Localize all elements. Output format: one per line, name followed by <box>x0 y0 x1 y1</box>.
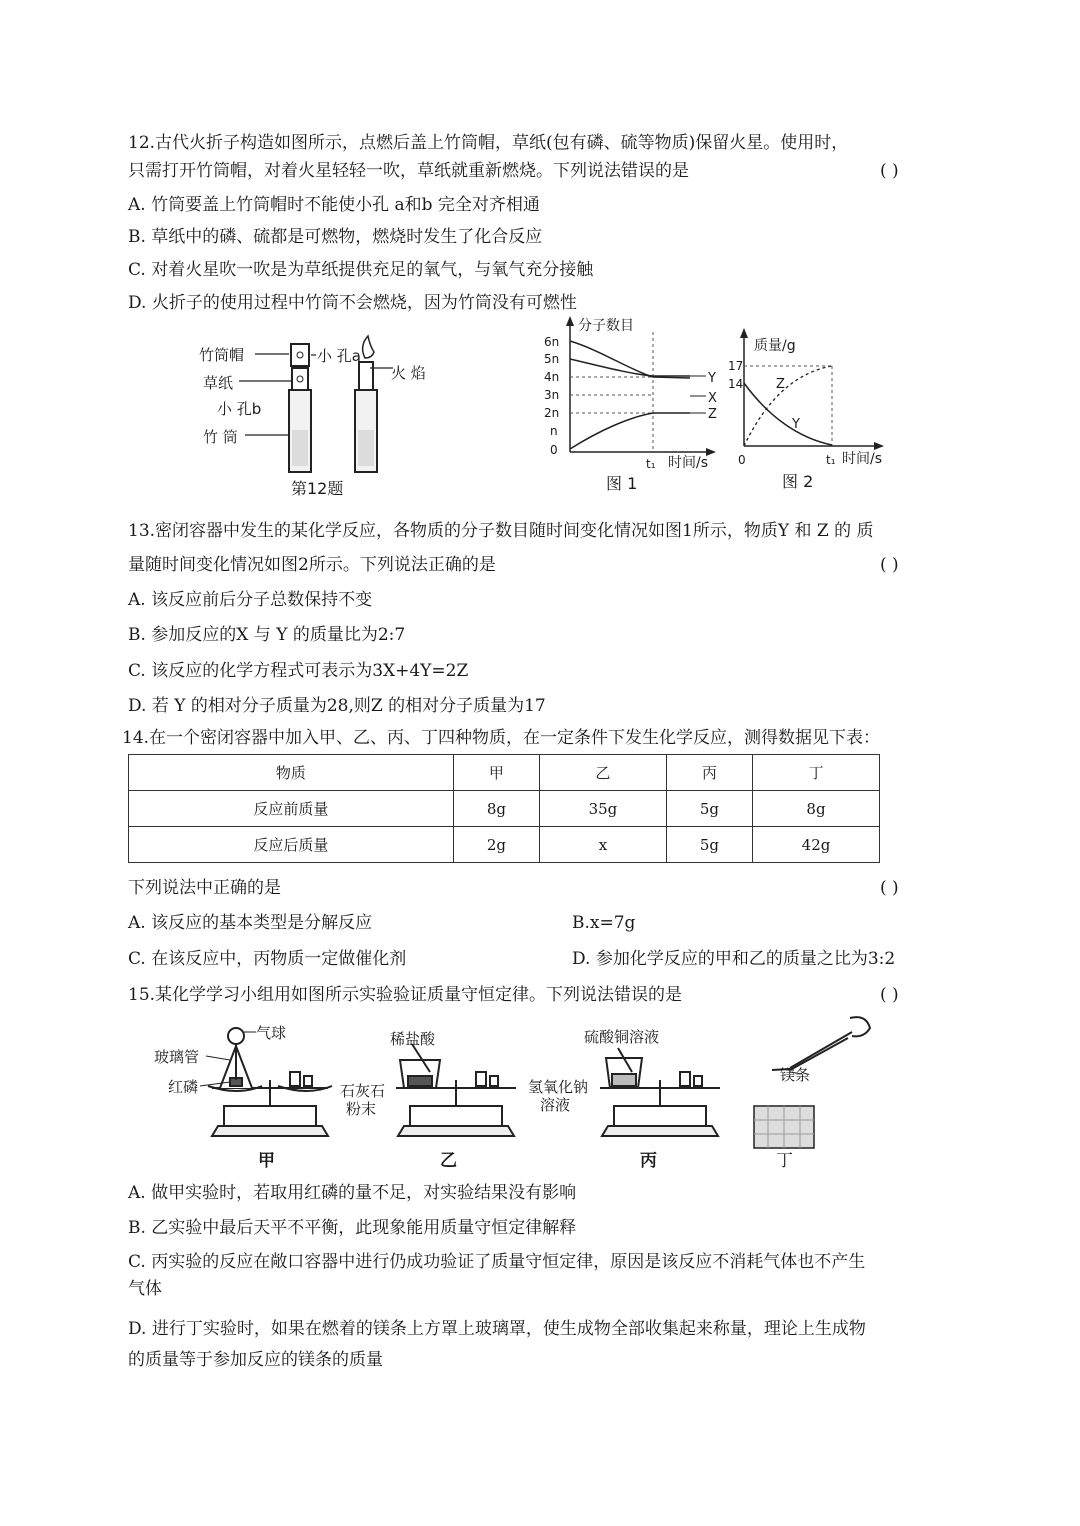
fig1-ytick-4n: 4n <box>544 370 560 384</box>
fig1-ylabel: 分子数目 <box>578 318 634 334</box>
q13-option-b: B. 参加反应的X 与 Y 的质量比为2:7 <box>128 625 406 645</box>
label-hole-b: 小 孔b <box>217 400 262 418</box>
q14-answer-paren: ( ) <box>880 878 899 898</box>
fig2-xlabel: 时间/s <box>842 451 883 467</box>
table-cell: 物质 <box>129 755 454 791</box>
table-cell: 乙 <box>539 755 666 791</box>
fig2-ylabel: 质量/g <box>754 338 796 354</box>
fig1-ytick-6n: 6n <box>544 335 560 349</box>
q13-figure1-chart <box>530 312 725 472</box>
hole-b-mark <box>297 376 303 382</box>
label-red-phosphorus: 红磷 <box>168 1078 199 1096</box>
q15-option-a: A. 做甲实验时，若取用红磷的量不足，对实验结果没有影响 <box>128 1183 577 1203</box>
label-bamboo-cap: 竹筒帽 <box>199 346 245 364</box>
q12-stem-line2: 只需打开竹筒帽，对着火星轻轻一吹，草纸就重新燃烧。下列说法错误的是 <box>128 161 689 181</box>
series-z-curve <box>570 413 690 449</box>
table-cell: 5g <box>666 827 752 863</box>
q15-option-d-line2: 的质量等于参加反应的镁条的质量 <box>128 1350 383 1370</box>
q13-stem-line1: 13.密闭容器中发生的某化学反应，各物质的分子数目随时间变化情况如图1所示，物质Y 和 Z 的 质 <box>128 521 874 541</box>
fig2-ytick-17: 17 <box>728 359 744 373</box>
label-cuso4: 硫酸铜溶液 <box>584 1028 660 1046</box>
fig1-series-z-label: Z <box>708 407 717 422</box>
q13-option-c: C. 该反应的化学方程式可表示为3X+4Y=2Z <box>128 661 469 681</box>
table-cell: 8g <box>753 791 880 827</box>
q14-option-b: B.x=7g <box>572 913 636 933</box>
q13-figure2-chart <box>728 326 893 471</box>
q12-figure-caption: 第12题 <box>291 479 344 498</box>
table-header-row <box>129 755 880 791</box>
label-powder: 粉末 <box>346 1100 377 1118</box>
fig2-series-z-label: Z <box>776 377 785 392</box>
table-cell: 8g <box>453 791 539 827</box>
fig1-series-y-label: Y <box>708 371 716 386</box>
table-cell: 42g <box>753 827 880 863</box>
fig2-xtick-0: 0 <box>738 453 746 467</box>
q14-option-a: A. 该反应的基本类型是分解反应 <box>128 913 373 933</box>
fig2-caption: 图 2 <box>782 472 814 491</box>
table-cell: 反应前质量 <box>129 791 454 827</box>
label-yi: 乙 <box>440 1151 457 1171</box>
q13-option-d: D. 若 Y 的相对分子质量为28,则Z 的相对分子质量为17 <box>128 696 546 716</box>
q15-experiment-figure <box>150 1008 890 1173</box>
label-jia: 甲 <box>258 1151 275 1171</box>
table-cell: 丁 <box>753 755 880 791</box>
q12-option-c: C. 对着火星吹一吹是为草纸提供充足的氧气，与氧气充分接触 <box>128 260 594 280</box>
table-cell: 35g <box>539 791 666 827</box>
fig1-series-x-label: X <box>708 391 717 406</box>
label-paper: 草纸 <box>203 374 234 392</box>
q14-option-c: C. 在该反应中，丙物质一定做催化剂 <box>128 949 407 969</box>
q14-stem: 14.在一个密闭容器中加入甲、乙、丙、丁四种物质，在一定条件下发生化学反应，测得数据见下表： <box>122 728 881 748</box>
label-bamboo-tube: 竹 筒 <box>203 428 238 446</box>
q15-answer-paren: ( ) <box>880 985 899 1005</box>
fig2-xtick-t1: t₁ <box>826 453 836 467</box>
fig1-caption: 图 1 <box>606 474 638 493</box>
fig2-ytick-14: 14 <box>728 377 744 391</box>
label-bing: 丙 <box>640 1151 657 1171</box>
table-cell: 丙 <box>666 755 752 791</box>
q12-answer-paren: ( ) <box>880 161 899 181</box>
table-cell: 2g <box>453 827 539 863</box>
balance-bing <box>600 1048 720 1136</box>
q15-option-c-line2: 气体 <box>128 1279 162 1299</box>
fig2-series-y-curve <box>744 383 832 445</box>
fig1-xtick-t1: t₁ <box>646 457 656 471</box>
table-row <box>129 827 880 863</box>
hole-a-mark <box>297 352 303 358</box>
fig1-ytick-2n: 2n <box>544 406 560 420</box>
q13-stem-line2: 量随时间变化情况如图2所示。下列说法正确的是 <box>128 555 496 575</box>
fig1-ytick-n: n <box>550 424 558 438</box>
flame-icon <box>363 336 374 358</box>
label-limestone: 石灰石 <box>340 1082 386 1100</box>
table-cell: x <box>539 827 666 863</box>
q15-option-b: B. 乙实验中最后天平不平衡，此现象能用质量守恒定律解释 <box>128 1218 577 1238</box>
q13-answer-paren: ( ) <box>880 555 899 575</box>
fig1-ytick-3n: 3n <box>544 388 560 402</box>
fig1-xlabel: 时间/s <box>668 455 709 471</box>
fig1-ytick-5n: 5n <box>544 352 560 366</box>
table-cell: 反应后质量 <box>129 827 454 863</box>
table-cell: 甲 <box>453 755 539 791</box>
label-flame: 火 焰 <box>391 364 426 382</box>
q15-stem: 15.某化学学习小组用如图所示实验验证质量守恒定律。下列说法错误的是 <box>128 985 683 1005</box>
label-balloon: 气球 <box>256 1024 287 1042</box>
fig2-series-y-label: Y <box>792 417 800 432</box>
label-hole-a: 小 孔a <box>317 347 361 365</box>
table-cell: 5g <box>666 791 752 827</box>
q12-stem-line1: 12.古代火折子构造如图所示，点燃后盖上竹筒帽，草纸(包有磷、硫等物质)保留火星。使用时， <box>128 133 849 153</box>
q12-option-d: D. 火折子的使用过程中竹筒不会燃烧，因为竹筒没有可燃性 <box>128 293 577 313</box>
label-ding: 丁 <box>776 1151 793 1171</box>
q15-option-d-line1: D. 进行丁实验时，如果在燃着的镁条上方罩上玻璃罩，使生成物全部收集起来称量，理论上生成物 <box>128 1319 866 1339</box>
q12-option-b: B. 草纸中的磷、硫都是可燃物，燃烧时发生了化合反应 <box>128 227 543 247</box>
q14-data-table <box>128 754 880 863</box>
magnesium-setup <box>754 1017 870 1148</box>
label-naoh-2: 溶液 <box>540 1096 571 1114</box>
q14-after-table: 下列说法中正确的是 <box>128 878 281 898</box>
balance-yi <box>396 1044 516 1136</box>
label-glass-tube: 玻璃管 <box>154 1048 200 1066</box>
q14-option-d: D. 参加化学反应的甲和乙的质量之比为3:2 <box>572 949 896 969</box>
q12-option-a: A. 竹筒要盖上竹筒帽时不能使小孔 a和b 完全对齐相通 <box>128 195 540 215</box>
q15-option-c-line1: C. 丙实验的反应在敞口容器中进行仍成功验证了质量守恒定律，原因是该反应不消耗气体也不产生 <box>128 1252 866 1272</box>
label-magnesium: 镁条 <box>780 1066 811 1084</box>
label-dilute-hcl: 稀盐酸 <box>390 1030 436 1048</box>
fig2-series-z-curve <box>744 366 832 446</box>
fig1-ytick-0: 0 <box>550 443 558 457</box>
q13-option-a: A. 该反应前后分子总数保持不变 <box>128 590 373 610</box>
table-row <box>129 791 880 827</box>
label-naoh-1: 氢氧化钠 <box>528 1078 589 1096</box>
